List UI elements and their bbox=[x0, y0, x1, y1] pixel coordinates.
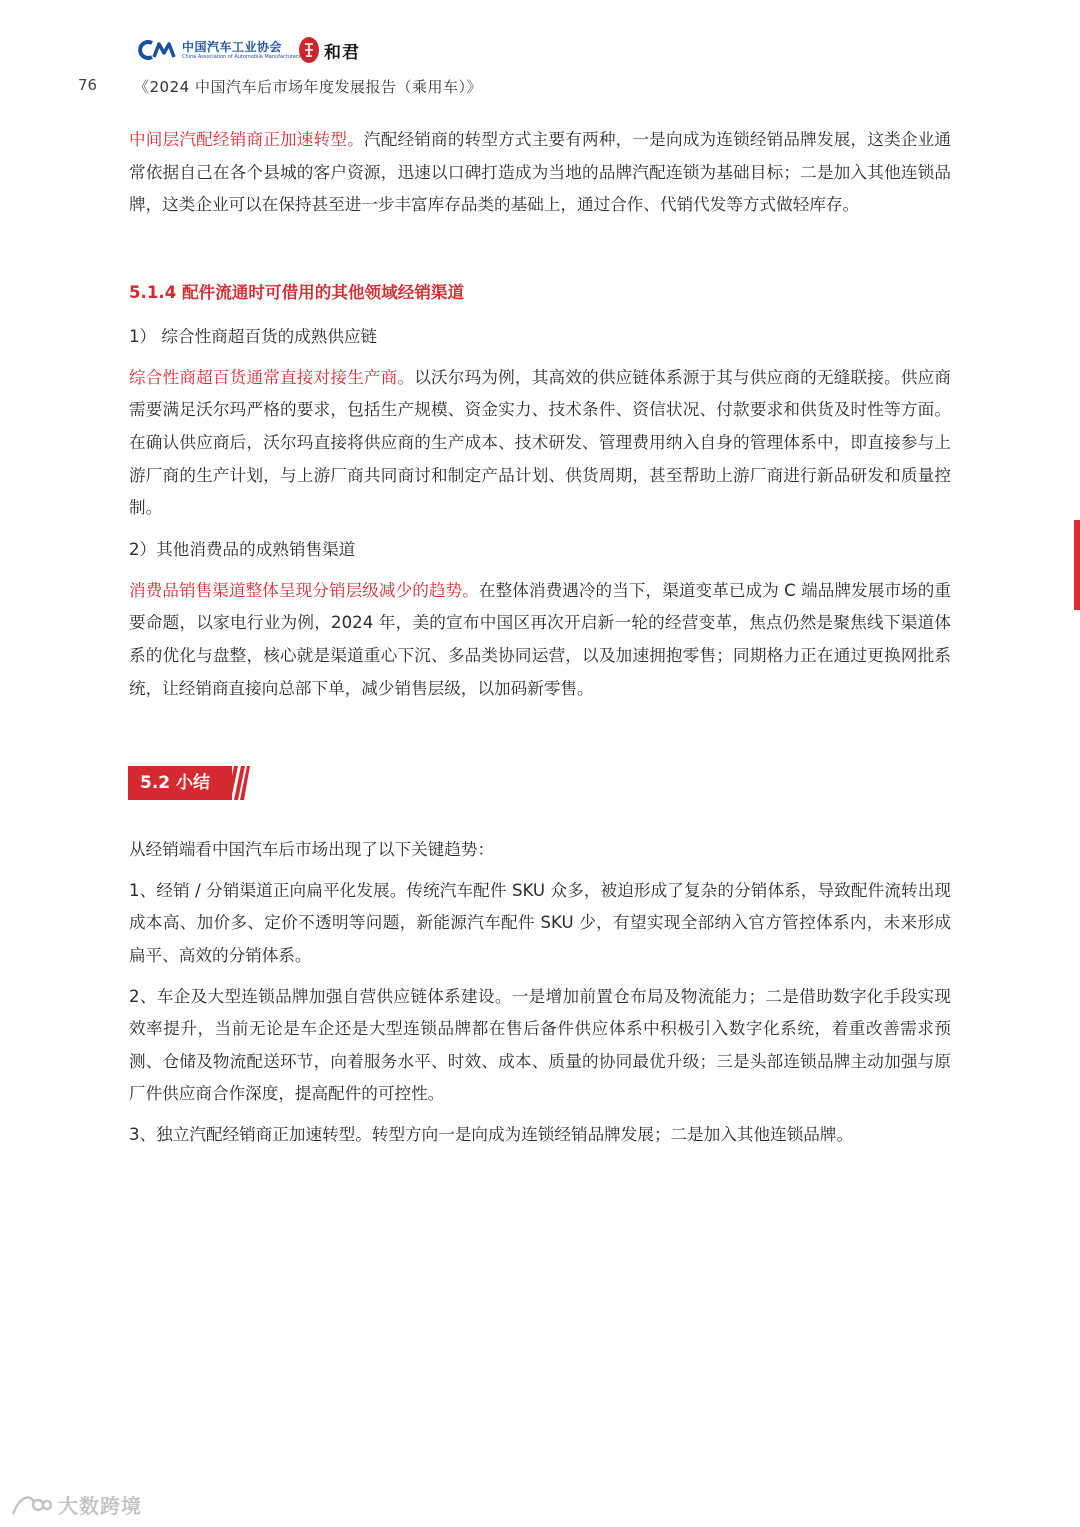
caam-name-en: China Association of Automobile Manufacturers bbox=[182, 53, 301, 60]
watermark bbox=[10, 1490, 142, 1519]
report-title: 《2024 中国汽车后市场年度发展报告（乘用车）》 bbox=[134, 78, 482, 96]
section-514-heading: 5.1.4 配件流通时可借用的其他领域经销渠道 bbox=[129, 282, 465, 302]
page-header bbox=[0, 0, 1080, 110]
caam-logo bbox=[138, 38, 301, 62]
intro-text: 汽配经销商的转型方式主要有两种，一是向成为连锁经销品牌发展，这类企业通常依据自己在各个县城的客户资源，迅速以口碑打造成为当地的品牌汽配连锁为基础目标；二是加入其他连锁品牌，这类企业可以在保持甚至进一步丰富库存品类的基础上，通过合作、代销代发等方式做轻库存。 bbox=[129, 130, 952, 215]
page-edge-marker bbox=[1074, 520, 1080, 610]
watermark-logo-icon bbox=[10, 1492, 52, 1518]
item1-label: 1） 综合性商超百货的成熟供应链 bbox=[129, 326, 378, 346]
trend-point-2: 2、车企及大型连锁品牌加强自营供应链体系建设。一是增加前置仓布局及物流能力；二是借助数字化手段实现效率提升，当前无论是车企还是大型连锁品牌都在售后备件供应体系中积极引入数字化系统，着重改善需求预测、仓储及物流配送环节，向着服务水平、时效、成本、质量的协同最优升级；三是头部连锁品牌主动加强与原厂件供应商合作深度，提高配件的可控性。 bbox=[129, 986, 951, 1104]
item1-paragraph bbox=[129, 362, 951, 525]
trend-point-3: 3、独立汽配经销商正加速转型。转型方向一是向成为连锁经销品牌发展；二是加入其他连锁品牌。 bbox=[129, 1124, 854, 1144]
watermark-text: 大数跨境 bbox=[58, 1494, 142, 1518]
banner-stripes-decoration bbox=[226, 766, 250, 800]
intro-paragraph bbox=[129, 124, 951, 222]
item2-paragraph bbox=[129, 575, 951, 705]
item1-highlight: 综合性商超百货通常直接对接生产商。 bbox=[129, 367, 415, 387]
item1-text: 以沃尔玛为例，其高效的供应链体系源于其与供应商的无缝联接。供应商需要满足沃尔玛严格的要求，包括生产规模、资金实力、技术条件、资信状况、付款要求和供货及时性等方面。在确认供应商后，沃尔玛直接将供应商的生产成本、技术研发、管理费用纳入自身的管理体系中，即直接参与上游厂商的生产计划，与上游厂商共同商讨和制定产品计划、供货周期，甚至帮助上游厂商进行新品研发和质量控制。 bbox=[129, 367, 951, 518]
section-52-title: 5.2 小结 bbox=[128, 766, 232, 800]
hejun-seal-icon bbox=[298, 36, 320, 64]
item2-highlight: 消费品销售渠道整体呈现分销层级减少的趋势。 bbox=[129, 580, 479, 600]
intro-highlight: 中间层汽配经销商正加速转型。 bbox=[129, 130, 364, 149]
trend-point-1: 1、经销 / 分销渠道正向扁平化发展。传统汽车配件 SKU 众多，被迫形成了复杂的分销体系，导致配件流转出现成本高、加价多、定价不透明等问题，新能源汽车配件 SKU 少，有望实现全部纳入官方管控体系内，未来形成扁平、高效的分销体系。 bbox=[129, 880, 951, 965]
item2-label: 2）其他消费品的成熟销售渠道 bbox=[129, 539, 356, 559]
caam-name-cn: 中国汽车工业协会 bbox=[182, 39, 283, 54]
section-52-banner bbox=[128, 766, 951, 800]
page-body bbox=[129, 120, 951, 1151]
caam-logo-icon bbox=[138, 38, 178, 62]
section-52-lead: 从经销端看中国汽车后市场出现了以下关键趋势： bbox=[129, 840, 495, 860]
page-number: 76 bbox=[78, 76, 98, 94]
hejun-logo bbox=[298, 36, 360, 64]
hejun-name: 和君 bbox=[324, 42, 360, 63]
item2-text: 在整体消费遇冷的当下，渠道变革已成为 C 端品牌发展市场的重要命题，以家电行业为例，2024 年，美的宣布中国区再次开启新一轮的经营变革，焦点仍然是聚焦线下渠道体系的优化与盘整，核心就是渠道重心下沉、多品类协同运营，以及加速拥抱零售；同期格力正在通过更换网批系统，让经销商直接向总部下单，减少销售层级，以加码新零售。 bbox=[129, 580, 952, 698]
